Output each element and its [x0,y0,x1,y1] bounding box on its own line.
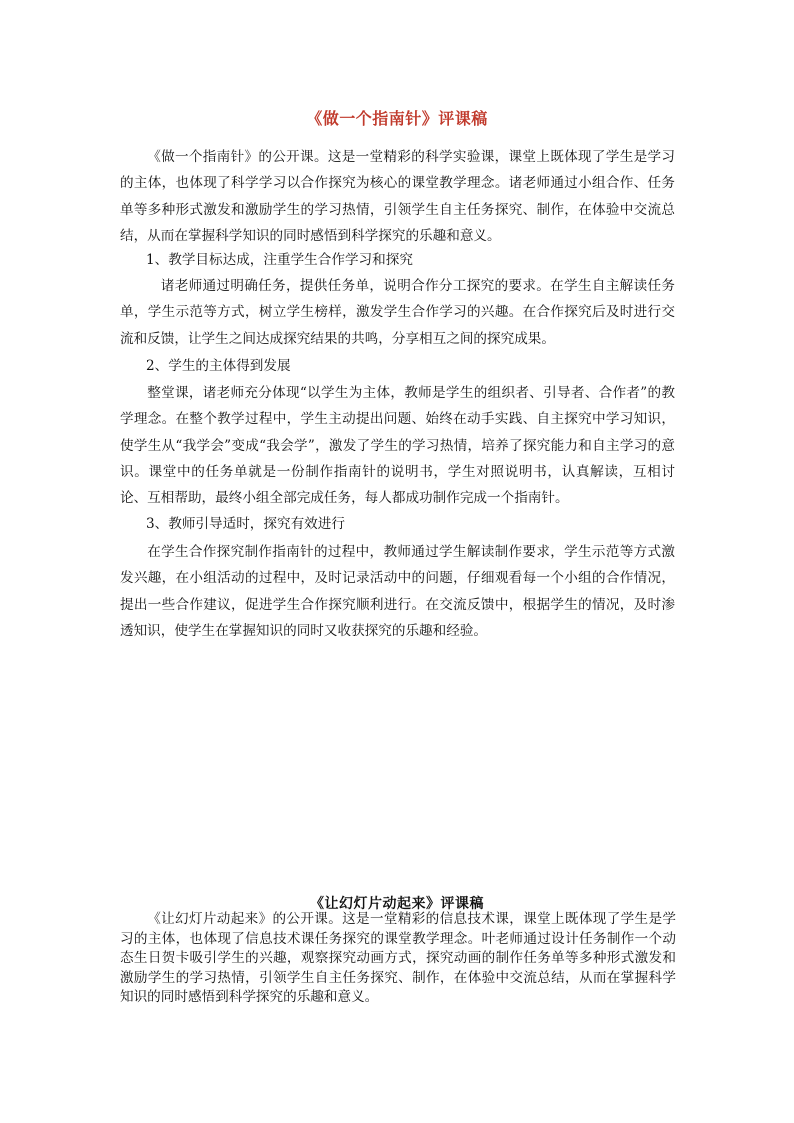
section-heading-3: 3、教师引导适时，探究有效进行 [146,516,345,532]
article-title: 《做一个指南针》评课稿 [306,109,488,128]
section-body-3: 在学生合作探究制作指南针的过程中，教师通过学生解读制作要求，学生示范等方式激发兴趣，在小组活动的过程中，及时记录活动中的问题，仔细观看每一个小组的合作情况，提出一些合作建议，促进学生合作探究顺利进行。在交流反馈中，根据学生的情况，及时渗透知识，使学生在掌握知识的同时又收获探究的乐趣和经验。 [120,544,675,639]
article-intro-paragraph: 《做一个指南针》的公开课。这是一堂精彩的科学实验课，课堂上既体现了学生是学习的主体，也体现了科学学习以合作探究为核心的课堂教学理念。诸老师通过小组合作、任务单等多种形式激发和激励学生的学习热情，引领学生自主任务探究、制作，在体验中交流总结，从而在掌握科学知识的同时感悟到科学探究的乐趣和意义。 [120,149,675,244]
article-title-2: 《让幻灯片动起来》评课稿 [310,896,484,912]
section-body-1: 诸老师通过明确任务，提供任务单，说明合作分工探究的要求。在学生自主解读任务单，学生示范等方式，树立学生榜样，激发学生合作学习的兴趣。在合作探究后及时进行交流和反馈，让学生之间达成探究结果的共鸣，分享相互之间的探究成果。 [120,278,675,347]
section-heading-2: 2、学生的主体得到发展 [146,358,291,374]
article2-intro-paragraph: 《让幻灯片动起来》的公开课。这是一堂精彩的信息技术课，课堂上既体现了学生是学习的主体，也体现了信息技术课任务探究的课堂教学理念。叶老师通过设计任务制作一个动态生日贺卡吸引学生的兴趣，观察探究动画方式，探究动画的制作任务单等多种形式激发和激励学生的学习热情，引领学生自主任务探究、制作，在体验中交流总结，从而在掌握科学知识的同时感悟到科学探究的乐趣和意义。 [120,911,676,1005]
section-body-2: 整堂课，诸老师充分体现“以学生为主体，教师是学生的组织者、引导者、合作者”的教学理念。在整个教学过程中，学生主动提出问题、始终在动手实践、自主探究中学习知识，使学生从“我学会”变成“我会学”，激发了学生的学习热情，培养了探究能力和自主学习的意识。课堂中的任务单就是一份制作指南针的说明书，学生对照说明书，认真解读，互相讨论、互相帮助，最终小组全部完成任务，每人都成功制作完成一个指南针。 [120,385,675,507]
section-heading-1: 1、教学目标达成，注重学生合作学习和探究 [146,252,413,268]
